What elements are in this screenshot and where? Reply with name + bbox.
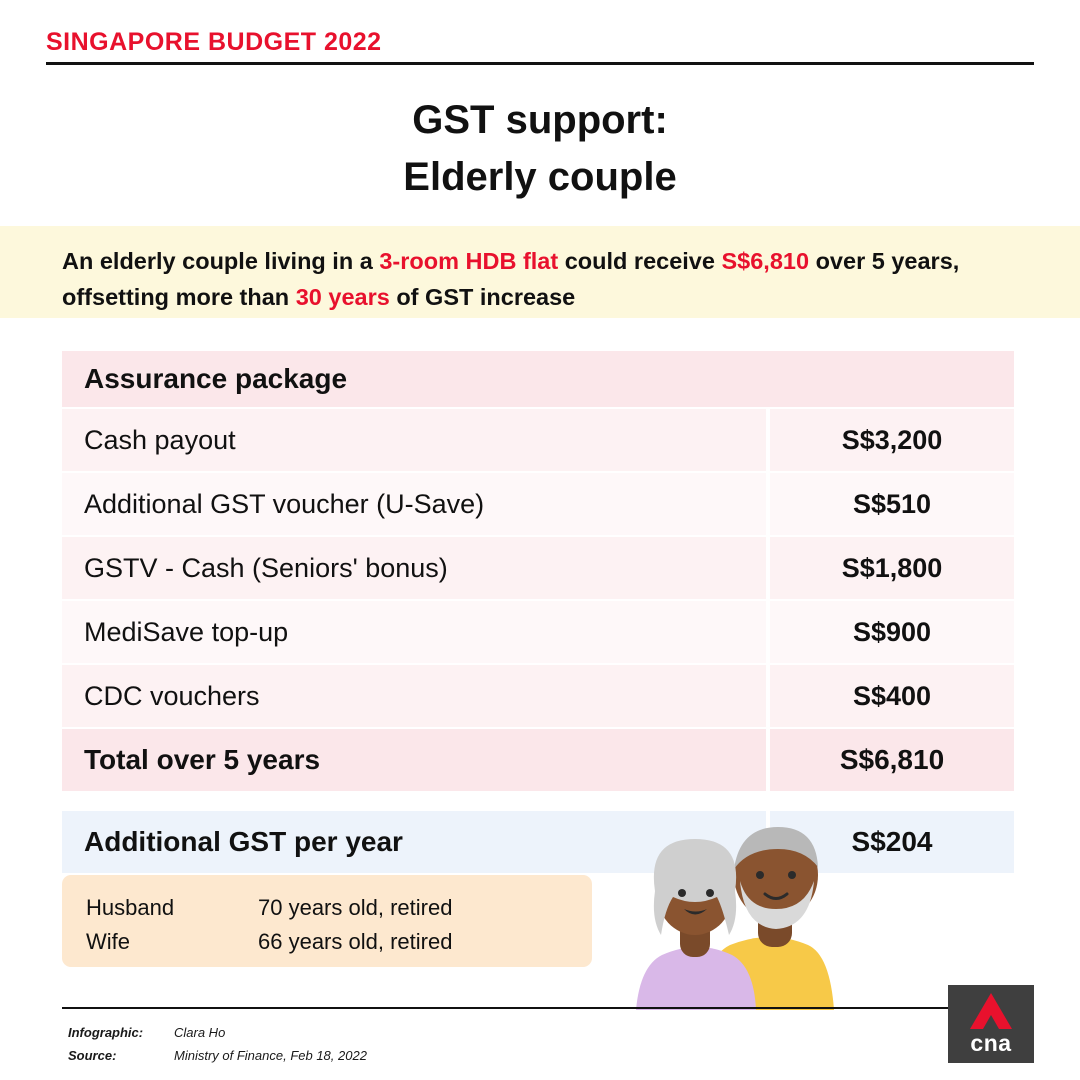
benefits-table [62, 351, 1014, 875]
page-title-line-1: GST support: [412, 98, 668, 142]
summary-banner-text [62, 244, 1000, 315]
page-title [0, 92, 1080, 206]
profile-husband [86, 895, 566, 923]
profile-husband-detail: 70 years old, retired [258, 895, 453, 920]
table-section-header [62, 351, 1014, 407]
table-additional-gst-row [62, 811, 1014, 873]
banner-segment-4: of GST increase [389, 283, 576, 310]
cna-wordmark: cna [970, 1030, 1012, 1056]
row-value: S$400 [770, 665, 1014, 727]
banner-segment-3: over 5 years, offsetting more than [62, 248, 960, 310]
credit-source-value: Ministry of Finance, Feb 18, 2022 [174, 1047, 367, 1063]
row-value: S$3,200 [770, 409, 1014, 471]
total-value: S$6,810 [770, 729, 1014, 791]
row-label: MediSave top-up [62, 601, 766, 663]
profile-wife-label: Wife [86, 929, 130, 954]
page-title-line-2: Elderly couple [403, 154, 677, 199]
profile-husband-label: Husband [86, 895, 175, 920]
row-label: Additional GST voucher (U-Save) [62, 473, 766, 535]
credit-infographic [68, 1022, 367, 1045]
banner-highlight-flat: 3-room HDB flat [379, 248, 559, 274]
kicker-label: SINGAPORE BUDGET 2022 [46, 28, 382, 56]
additional-gst-value: S$204 [770, 811, 1014, 873]
table-row [62, 537, 1014, 599]
credit-infographic-value: Clara Ho [174, 1025, 226, 1040]
row-value: S$510 [770, 473, 1014, 535]
banner-segment-2: could receive [558, 248, 722, 274]
row-label: CDC vouchers [62, 665, 766, 727]
table-row [62, 601, 1014, 663]
table-section-title: Assurance package [84, 363, 348, 394]
header-divider [46, 62, 1034, 65]
row-value: S$900 [770, 601, 1014, 663]
credits [68, 1022, 367, 1068]
profile-wife-detail: 66 years old, retired [258, 929, 453, 954]
additional-gst-label: Additional GST per year [62, 811, 766, 873]
cna-triangle-notch [983, 1015, 999, 1029]
table-section-value-spacer [770, 351, 1014, 407]
table-row [62, 473, 1014, 535]
banner-highlight-amount: S$6,810 [721, 248, 810, 274]
elderly-couple-illustration [600, 795, 860, 1010]
row-label: GSTV - Cash (Seniors' bonus) [62, 537, 766, 599]
cna-logo [948, 985, 1034, 1063]
row-value: S$1,800 [770, 537, 1014, 599]
table-total-row [62, 729, 1014, 791]
credit-source [68, 1045, 367, 1068]
banner-segment-1: An elderly couple living in a [62, 248, 380, 274]
profile-box [62, 875, 592, 967]
table-row [62, 665, 1014, 727]
total-label: Total over 5 years [62, 729, 766, 791]
row-label: Cash payout [62, 409, 766, 471]
banner-highlight-years: 30 years [295, 283, 390, 310]
table-row [62, 409, 1014, 471]
credit-source-key: Source: [68, 1047, 117, 1063]
footer-divider [62, 1007, 1018, 1009]
profile-wife [86, 929, 566, 957]
credit-infographic-key: Infographic: [68, 1025, 144, 1040]
